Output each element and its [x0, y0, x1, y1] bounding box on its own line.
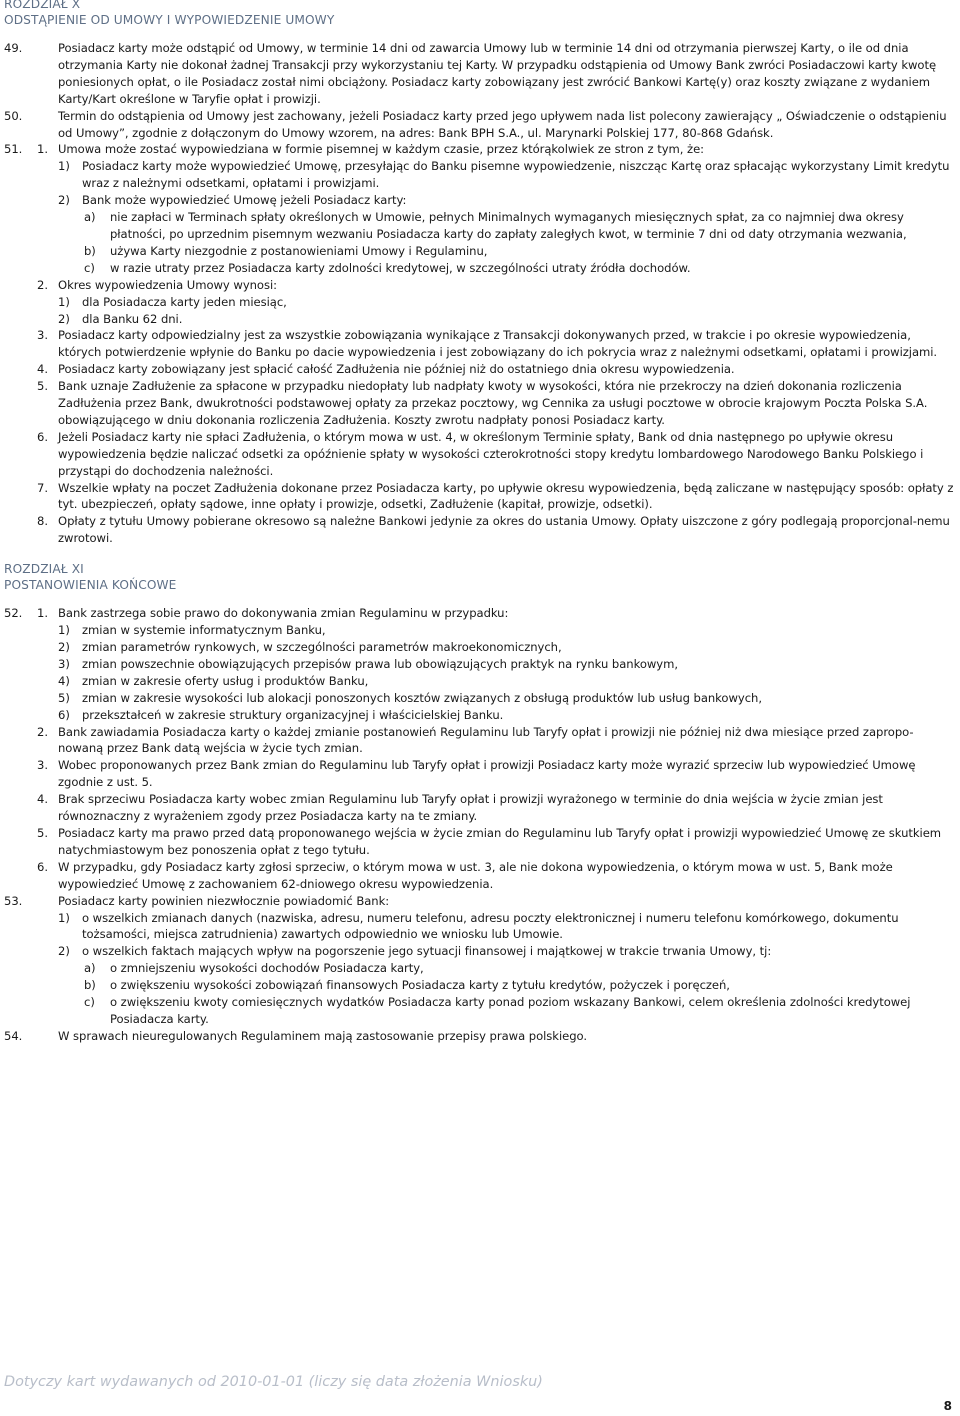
item-number: 3) [58, 656, 70, 671]
paragraph-text: Posiadacz karty odpowiedzialny jest za wszystkie zobowiązania wynikające z Transakcji dokonywanych przed, w trakcie i po okresie wypowiedzenia, których potwierdzenie wpłynie do Banku po dacie wypowiedzenia i jest zobowiązany do ich pokrycia wraz z należnymi odsetkami, opłatami i prowizjami. [58, 328, 938, 360]
sub-list-item [4, 260, 956, 277]
section-51-paragraph-1 [4, 141, 956, 158]
section-text: Posiadacz karty może odstąpić od Umowy, w terminie 14 dni od zawarcia Umowy lub w terminie 14 dni od otrzymania pierwszej Karty, o ile od dnia otrzymania Karty nie dokonał żadnej Transakcji przy wykorzystaniu tej Karty. W przypadku odstąpienia od Umowy Bank zwróci Posiadaczowi karty kwotę poniesionych opłat, o ile Posiadacz został nimi obciążony. Posiadacz karty zobowiązany jest zwrócić Bankowi Kartę(y) oraz koszty związane z wydaniem Karty/Kart określone w Taryfie opłat i prowizji. [58, 41, 937, 106]
item-number: 2) [58, 311, 70, 326]
paragraph-text: Okres wypowiedzenia Umowy wynosi: [58, 277, 277, 292]
paragraph-number: 5. [37, 379, 48, 394]
item-text: w razie utraty przez Posiadacza karty zdolności kredytowej, w szczególności utraty źródła dochodów. [110, 260, 691, 275]
item-letter: a) [84, 210, 96, 225]
item-text: zmian powszechnie obowiązujących przepisów prawa lub obowiązujących praktyk na rynku bankowym, [82, 656, 678, 671]
section-51-paragraph-6 [4, 429, 956, 480]
list-item [4, 656, 956, 673]
section-number: 52. [4, 606, 23, 621]
item-text: o wszelkich zmianach danych (nazwiska, adresu, numeru telefonu, adresu poczty elektronicznej i numeru telefonu komórkowego, dokumentu tożsamości, miejsca zatrudnienia) zawartych odpowiednio we wniosku lub Umowie. [82, 910, 899, 942]
footer-note: Dotyczy kart wydawanych od 2010-01-01 (liczy się data złożenia Wniosku) [4, 1374, 543, 1390]
paragraph-text: Bank zawiadamia Posiadacza karty o każdej zmianie postanowień Regulaminu lub Taryfy opłat i prowizji nie później niż dwa miesiące przed zapropo-nowaną przez Bank datą wejścia w życie tych zmian. [58, 724, 914, 756]
item-text: zmian w systemie informatycznym Banku, [82, 623, 326, 638]
item-text: o wszelkich faktach mających wpływ na pogorszenie jego sytuacji finansowej i majątkowej w trakcie trwania Umowy, tj: [82, 944, 772, 959]
chapter-label: ROZDZIAŁ X [4, 0, 81, 11]
page-number: 8 [943, 1399, 952, 1413]
section-52-paragraph-1 [4, 605, 956, 622]
list-item [4, 158, 956, 192]
section-51-paragraph-7 [4, 480, 956, 514]
item-number: 4) [58, 673, 70, 688]
section-number: 51. [4, 142, 23, 157]
paragraph-text: Bank uznaje Zadłużenie za spłacone w przypadku niedopłaty lub nadpłaty kwoty w wysokości, która nie przekroczy na dzień dokonania rozliczenia Zadłużenia przez Bank, dwukrotności podstawowej opłaty za przekaz pocztowy, wg Cennika za usługi pocztowe w obrocie krajowym Poczta Polska S.A. obowiązującego w dniu dokonania rozliczenia Zadłużenia. Koszty zwrotu nadpłaty ponosi Posiadacz karty. [58, 379, 928, 427]
section-52-paragraph-5 [4, 825, 956, 859]
section-54 [4, 1028, 956, 1045]
item-number: 1) [58, 159, 70, 174]
list-item [4, 943, 956, 960]
paragraph-number: 3. [37, 328, 48, 343]
section-51-paragraph-2 [4, 277, 956, 294]
paragraph-number: 6. [37, 859, 48, 874]
sub-list-item [4, 960, 956, 977]
item-text: dla Posiadacza karty jeden miesiąc, [82, 294, 287, 309]
section-50 [4, 108, 956, 142]
paragraph-number: 3. [37, 758, 48, 773]
list-item [4, 294, 956, 311]
item-letter: b) [84, 978, 96, 993]
section-52-paragraph-6 [4, 859, 956, 893]
list-item [4, 690, 956, 707]
paragraph-text: Posiadacz karty ma prawo przed datą proponowanego wejścia w życie zmian do Regulaminu lub Taryfy opłat i prowizji wypowiedzieć Umowę ze skutkiem natychmiastowym bez ponoszenia opłat z tego tytułu. [58, 825, 942, 857]
item-letter: c) [84, 995, 95, 1010]
item-text: zmian w zakresie oferty usług i produktów Banku, [82, 673, 369, 688]
paragraph-number: 6. [37, 429, 48, 444]
list-item [4, 910, 956, 944]
chapter-label: ROZDZIAŁ XI [4, 562, 84, 577]
item-number: 2) [58, 944, 70, 959]
paragraph-text: Bank zastrzega sobie prawo do dokonywania zmian Regulaminu w przypadku: [58, 606, 509, 621]
item-number: 2) [58, 193, 70, 208]
item-text: zmian w zakresie wysokości lub alokacji ponoszonych kosztów związanych z obsługą produktów lub usług bankowych, [82, 690, 762, 705]
item-text: o zwiększeniu kwoty comiesięcznych wydatków Posiadacza karty ponad poziom wskazany Bankowi, celem określenia zdolności kredytowej Posiadacza karty. [110, 995, 911, 1026]
sub-list-item [4, 994, 956, 1028]
section-51-paragraph-8 [4, 513, 956, 547]
paragraph-text: Brak sprzeciwu Posiadacza karty wobec zmian Regulaminu lub Taryfy opłat i prowizji wyrażonego w terminie do dnia wejścia w życie zmian jest równoznaczny z wyrażeniem zgody przez Posiadacza karty na te zmiany. [58, 792, 883, 824]
paragraph-text: Jeżeli Posiadacz karty nie spłaci Zadłużenia, o którym mowa w ust. 4, w określonym Terminie spłaty, Bank od dnia następnego po upływie okresu wypowiedzenia będzie naliczać odsetki za opóźnienie spłaty w wysokości czterokrotności stopy kredytu lombardowego Narodowego Banku Polskiego i przystąpi do dochodzenia należności. [58, 429, 924, 478]
paragraph-number: 7. [37, 480, 48, 495]
paragraph-number: 4. [37, 792, 48, 807]
sub-list-item [4, 209, 956, 243]
item-text: nie zapłaci w Terminach spłaty określonych w Umowie, pełnych Minimalnych wymaganych miesięcznych spłat, za co najmniej dwa okresy płatności, po uprzednim pisemnym wezwaniu Posiadacza karty do zapłaty zaległych kwot, w terminie 7 dni od daty otrzymania wezwania, [110, 210, 907, 241]
item-text: dla Banku 62 dni. [82, 311, 183, 326]
item-text: o zmniejszeniu wysokości dochodów Posiadacza karty, [110, 961, 424, 976]
paragraph-number: 2. [37, 277, 48, 292]
paragraph-text: Posiadacz karty zobowiązany jest spłacić całość Zadłużenia nie później niż do ostatniego dnia okresu wypowiedzenia. [58, 362, 735, 377]
list-item [4, 311, 956, 328]
section-number: 49. [4, 41, 23, 55]
item-number: 2) [58, 640, 70, 654]
chapter-heading [4, 0, 956, 28]
section-text: Posiadacz karty powinien niezwłocznie powiadomić Bank: [58, 893, 390, 908]
item-number: 1) [58, 294, 70, 309]
paragraph-text: Wszelkie wpłaty na poczet Zadłużenia dokonane przez Posiadacza karty, po upływie okresu wypowiedzenia, będą zaliczane w następujący sposób: opłaty z tyt. ubezpieczeń, opłaty sądowe, inne opłaty i prowizje, odsetki, Zadłużenie (kapitał, prowizje, odsetki). [58, 480, 954, 512]
section-53 [4, 893, 956, 910]
section-52-paragraph-2 [4, 724, 956, 758]
list-item [4, 622, 956, 639]
paragraph-number: 1. [37, 142, 48, 157]
section-number: 50. [4, 108, 23, 123]
sub-list-item [4, 977, 956, 994]
paragraph-number: 1. [37, 606, 48, 621]
section-text: Termin do odstąpienia od Umowy jest zachowany, jeżeli Posiadacz karty przed jego upływem nada list polecony zawierający „ Oświadczenie o odstąpieniu od Umowy”, zgodnie z dołączonym do Umowy wzorem, na adres: Bank BPH S.A., ul. Marynarki Polskiej 177, 80-868 Gdańsk. [58, 108, 947, 140]
paragraph-text: Opłaty z tytułu Umowy pobierane okresowo są należne Bankowi jedynie za okres do ustania Umowy. Opłaty uiszczone z góry podlegają proporcjonal-nemu zwrotowi. [58, 514, 950, 546]
item-letter: a) [84, 961, 96, 976]
chapter-title: ODSTĄPIENIE OD UMOWY I WYPOWIEDZENIE UMOWY [4, 13, 335, 27]
list-item [4, 639, 956, 656]
item-number: 1) [58, 910, 70, 925]
list-item [4, 707, 956, 724]
document-body [4, 0, 956, 1045]
item-letter: c) [84, 260, 95, 275]
paragraph-number: 4. [37, 362, 48, 377]
item-text: zmian parametrów rynkowych, w szczególności parametrów makroekonomicznych, [82, 640, 562, 654]
item-number: 5) [58, 690, 70, 705]
section-number: 53. [4, 893, 23, 908]
list-item [4, 673, 956, 690]
paragraph-number: 5. [37, 825, 48, 840]
section-52-paragraph-4 [4, 791, 956, 825]
paragraph-text: Wobec proponowanych przez Bank zmian do Regulaminu lub Taryfy opłat i prowizji Posiadacz karty może wyrazić sprzeciw lub wypowiedzieć Umowę zgodnie z ust. 5. [58, 758, 916, 790]
paragraph-text: Umowa może zostać wypowiedziana w formie pisemnej w każdym czasie, przez którąkolwiek ze stron z tym, że: [58, 142, 705, 157]
section-text: W sprawach nieuregulowanych Regulaminem mają zastosowanie przepisy prawa polskiego. [58, 1028, 587, 1043]
chapter-title: POSTANOWIENIA KOŃCOWE [4, 578, 177, 593]
chapter-heading [4, 561, 956, 593]
item-text: Bank może wypowiedzieć Umowę jeżeli Posiadacz karty: [82, 193, 407, 208]
item-number: 1) [58, 623, 70, 638]
paragraph-number: 8. [37, 514, 48, 529]
section-52-paragraph-3 [4, 757, 956, 791]
paragraph-text: W przypadku, gdy Posiadacz karty zgłosi sprzeciw, o którym mowa w ust. 3, ale nie dokona wypowiedzenia, o którym mowa w ust. 5, Bank może wypowiedzieć Umowę z zachowaniem 62-dniowego okresu wypowiedzenia. [58, 859, 893, 891]
item-text: przekształceń w zakresie struktury organizacyjnej i właścicielskiej Banku. [82, 707, 504, 722]
paragraph-number: 2. [37, 724, 48, 739]
item-text: używa Karty niezgodnie z postanowieniami Umowy i Regulaminu, [110, 243, 488, 258]
section-49 [4, 40, 956, 108]
list-item [4, 192, 956, 209]
item-number: 6) [58, 707, 70, 722]
item-text: o zwiększeniu wysokości zobowiązań finansowych Posiadacza karty z tytułu kredytów, pożyczek i poręczeń, [110, 978, 730, 993]
item-text: Posiadacz karty może wypowiedzieć Umowę, przesyłając do Banku pisemne wypowiedzenie, niszcząc Kartę oraz spłacając wykorzystany Limit kredytu wraz z należnymi odsetkami, opłatami i prowizjami. [82, 159, 950, 191]
section-51-paragraph-5 [4, 378, 956, 429]
item-letter: b) [84, 243, 96, 258]
section-51-paragraph-3 [4, 327, 956, 361]
section-51-paragraph-4 [4, 361, 956, 378]
section-number: 54. [4, 1028, 23, 1043]
sub-list-item [4, 243, 956, 260]
